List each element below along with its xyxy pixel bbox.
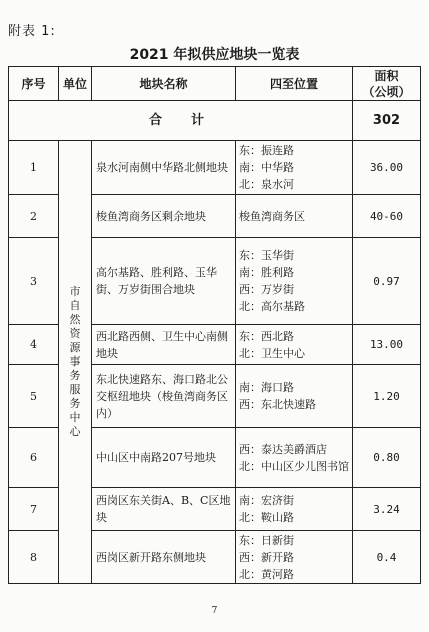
boundary-line: 南：中华路 (239, 161, 294, 174)
boundary-line: 东：振连路 (239, 144, 294, 157)
row-seq: 8 (9, 531, 59, 584)
row-parcel-name: 西北路西侧、卫生中心南侧地块 (92, 325, 236, 365)
row-parcel-name: 高尔基路、胜利路、玉华街、万岁街围合地块 (92, 238, 236, 325)
row-area: 3.24 (353, 488, 421, 531)
row-parcel-name: 泉水河南侧中华路北侧地块 (92, 141, 236, 195)
boundary-line: 北：鞍山路 (239, 511, 294, 524)
row-seq: 5 (9, 365, 59, 428)
row-boundary (236, 488, 353, 531)
boundary-line: 西：万岁街 (239, 283, 294, 296)
row-boundary (236, 428, 353, 488)
header-unit: 单位 (59, 67, 92, 101)
header-area (353, 67, 421, 101)
boundary-line: 北：泉水河 (239, 178, 294, 191)
table-row (9, 141, 421, 195)
boundary-line: 南：胜利路 (239, 266, 294, 279)
boundary-line: 西：东北快速路 (239, 398, 316, 411)
unit-name: 市自然资源事务服务中心 (69, 284, 81, 438)
row-boundary (236, 531, 353, 584)
boundary-line: 北：高尔基路 (239, 300, 305, 313)
boundary-line: 梭鱼湾商务区 (239, 209, 305, 223)
row-parcel-name: 西岗区新开路东侧地块 (92, 531, 236, 584)
row-parcel-name: 中山区中南路207号地块 (92, 428, 236, 488)
total-row (9, 101, 421, 141)
land-supply-table (8, 66, 421, 584)
row-parcel-name: 西岗区东关街A、B、C区地块 (92, 488, 236, 531)
row-boundary (236, 325, 353, 365)
row-boundary (236, 365, 353, 428)
row-parcel-name: 东北快速路东、海口路北公交枢纽地块（梭鱼湾商务区内） (92, 365, 236, 428)
boundary-line: 南：宏济街 (239, 494, 294, 507)
unit-cell (59, 141, 92, 584)
header-area-line2: （公顷） (362, 84, 411, 99)
boundary-line: 东：西北路 (239, 329, 294, 343)
total-label: 合 计 (9, 101, 353, 141)
document-title: 2021 年拟供应地块一览表 (129, 47, 300, 63)
header-area-line1: 面积 (374, 68, 399, 83)
row-area: 0.80 (353, 428, 421, 488)
boundary-line: 西：新开路 (239, 550, 294, 564)
appendix-label: 附表 1: (8, 24, 56, 39)
boundary-line: 南：海口路 (239, 381, 294, 394)
row-area: 13.00 (353, 325, 421, 365)
row-area: 1.20 (353, 365, 421, 428)
row-parcel-name: 梭鱼湾商务区剩余地块 (92, 195, 236, 238)
boundary-line: 北：卫生中心 (239, 346, 305, 360)
row-area: 36.00 (353, 141, 421, 195)
header-boundary: 四至位置 (236, 67, 353, 101)
row-area: 40-60 (353, 195, 421, 238)
row-boundary (236, 141, 353, 195)
row-seq: 6 (9, 428, 59, 488)
row-seq: 7 (9, 488, 59, 531)
row-seq: 1 (9, 141, 59, 195)
header-row (9, 67, 421, 101)
row-seq: 4 (9, 325, 59, 365)
header-name: 地块名称 (92, 67, 236, 101)
total-value: 302 (353, 101, 421, 141)
page-number: 7 (211, 606, 218, 616)
row-seq: 2 (9, 195, 59, 238)
row-area: 0.4 (353, 531, 421, 584)
header-seq: 序号 (9, 67, 59, 101)
boundary-line: 北：黄河路 (239, 567, 294, 581)
boundary-line: 西：泰达美爵酒店 (239, 442, 327, 456)
boundary-line: 东：日新街 (239, 533, 294, 547)
row-seq: 3 (9, 238, 59, 325)
row-area: 0.97 (353, 238, 421, 325)
boundary-line: 东：玉华街 (239, 249, 294, 262)
row-boundary (236, 195, 353, 238)
boundary-line: 北：中山区少儿图书馆 (239, 459, 349, 473)
row-boundary (236, 238, 353, 325)
